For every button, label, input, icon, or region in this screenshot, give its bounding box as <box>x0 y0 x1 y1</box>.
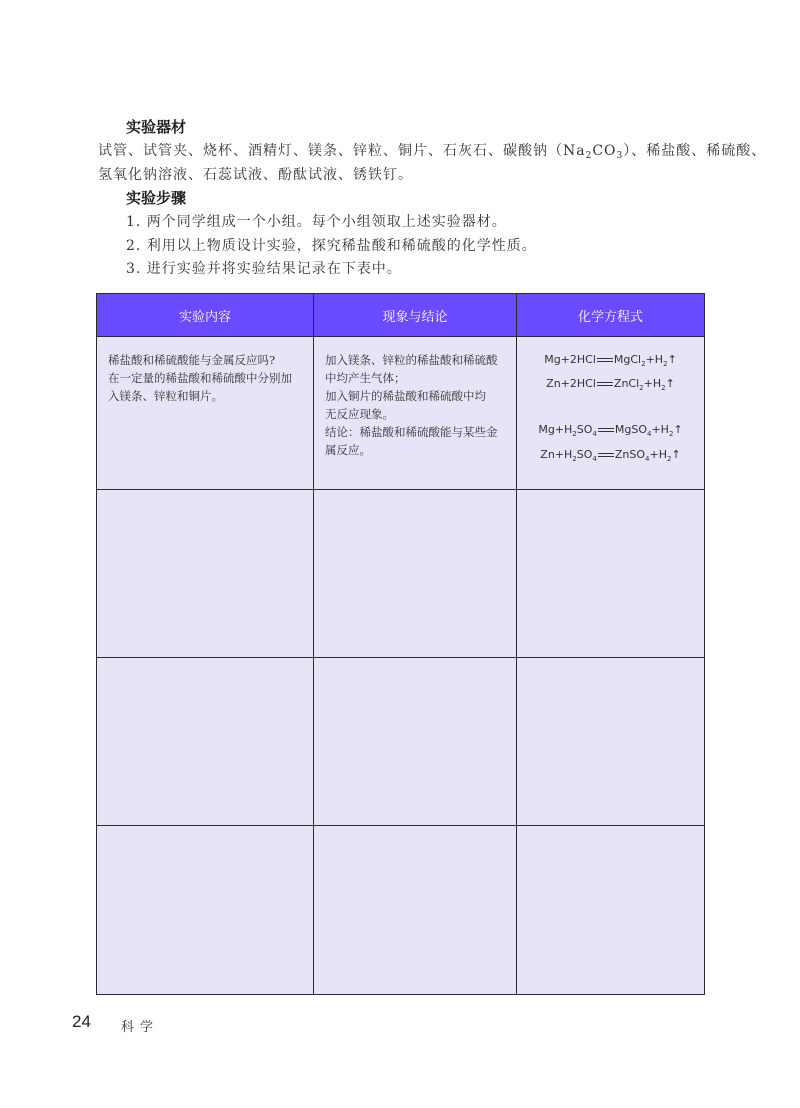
cell-line: 中均产生气体； <box>325 371 406 385</box>
cell-line: 入镁条、锌粒和铜片。 <box>108 389 223 403</box>
step-item: 1. 两个同学组成一个小组。每个小组领取上述实验器材。 <box>126 214 507 230</box>
column-header: 化学方程式 <box>517 294 705 337</box>
chemical-equation: Mg+2HCl $MgCl_2+H_2↑$ <box>544 353 677 369</box>
table-row <box>97 490 705 658</box>
materials-heading: 实验器材 <box>126 118 187 136</box>
table-header-row <box>97 294 705 337</box>
table-row <box>97 658 705 826</box>
table-cell-equations <box>517 337 705 490</box>
chemical-equation: Zn+2HCl $ZnCl_2+H_2↑$ <box>546 377 675 393</box>
cell-line: 在一定量的稀盐酸和稀硫酸中分别加 <box>108 371 292 385</box>
step-item: 2. 利用以上物质设计实验，探究稀盐酸和稀硫酸的化学性质。 <box>126 238 537 254</box>
materials-line-1: 试管、试管夹、烧杯、酒精灯、镁条、锌粒、铜片、石灰石、碳酸钠$(Na_2CO_3)$、稀盐酸、稀硫酸、 <box>98 143 767 161</box>
table-row <box>97 826 705 995</box>
empty-cell[interactable] <box>314 490 517 658</box>
chemical-equation: $Mg+H_2SO_4$ $MgSO_4+H_2↑$ <box>538 423 683 439</box>
step-item: 3. 进行实验并将实验结果记录在下表中。 <box>126 261 402 277</box>
column-header: 实验内容 <box>97 294 314 337</box>
empty-cell[interactable] <box>97 658 314 826</box>
empty-cell[interactable] <box>314 658 517 826</box>
table-cell-phenomena <box>314 337 517 490</box>
table-cell-content <box>97 337 314 490</box>
book-title: 科学 <box>121 1020 160 1035</box>
empty-cell[interactable] <box>97 490 314 658</box>
cell-line: 属反应。 <box>325 443 371 457</box>
chemical-equation: $Zn+H_2SO_4$ $ZnSO_4+H_2↑$ <box>540 447 681 463</box>
cell-line: 加入镁条、锌粒的稀盐酸和稀硫酸 <box>325 353 498 367</box>
cell-line: 稀盐酸和稀硫酸能与金属反应吗? <box>108 353 276 367</box>
column-header: 现象与结论 <box>314 294 517 337</box>
cell-line: 无反应现象。 <box>325 407 394 421</box>
cell-line: 结论：稀盐酸和稀硫酸能与某些金 <box>325 425 498 439</box>
empty-cell[interactable] <box>517 658 705 826</box>
table-row <box>97 337 705 490</box>
materials-line-2: 氢氧化钠溶液、石蕊试液、酚酞试液、锈铁钉。 <box>98 167 413 183</box>
experiment-table <box>96 293 705 995</box>
empty-cell[interactable] <box>97 826 314 995</box>
cell-line: 加入铜片的稀盐酸和稀硫酸中均 <box>325 389 486 403</box>
page-number: 24 <box>72 1012 91 1031</box>
empty-cell[interactable] <box>314 826 517 995</box>
steps-heading: 实验步骤 <box>126 189 187 207</box>
empty-cell[interactable] <box>517 826 705 995</box>
empty-cell[interactable] <box>517 490 705 658</box>
